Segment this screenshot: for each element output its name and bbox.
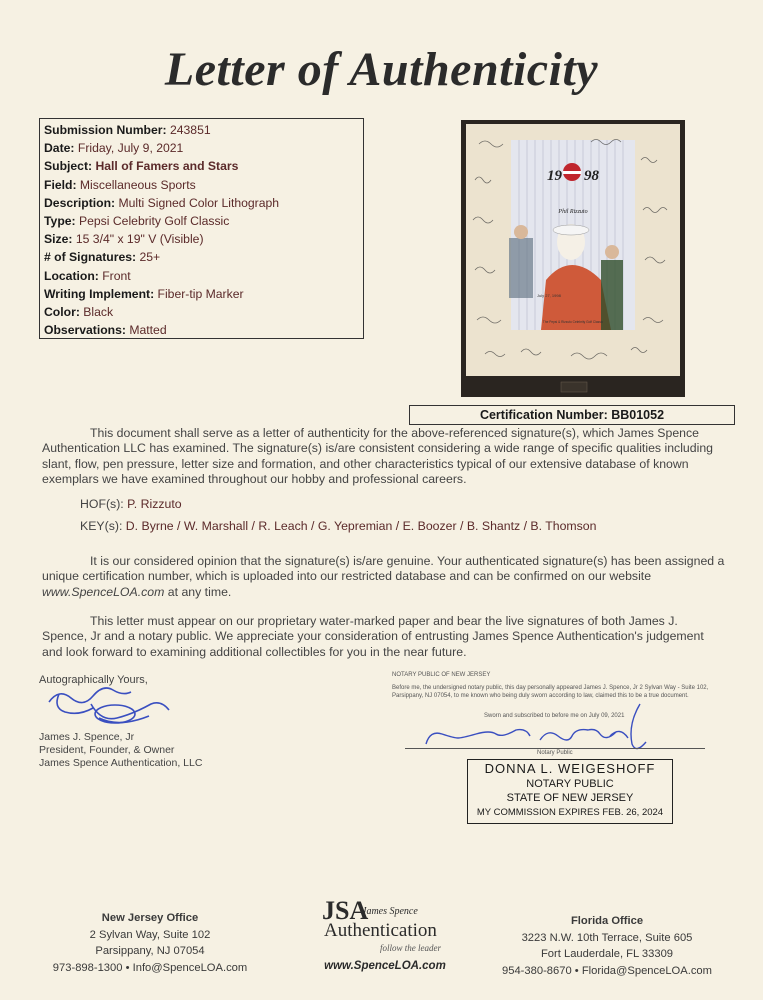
detail-value: Hall of Famers and Stars: [95, 159, 239, 174]
notary-sig-label: Notary Public: [537, 750, 573, 756]
signer-role: President, Founder, & Owner: [39, 744, 175, 756]
fl-office-contact: 954-380-8670 • Florida@SpenceLOA.com: [502, 964, 712, 977]
detail-row: [44, 121, 359, 139]
detail-row: [44, 230, 359, 248]
stamp-title: NOTARY PUBLIC: [526, 777, 614, 790]
certification-number-box: [409, 405, 735, 425]
hof-value: P. Rizzuto: [127, 497, 182, 511]
detail-label: Field:: [44, 177, 77, 192]
paragraph-text: It is our considered opinion that the signature(s) is/are genuine. Your authenticated signature(s) has been assigned a unique certification number, which is uploaded into our restricted database and can be confirmed on our website: [42, 554, 725, 584]
stamp-state: STATE OF NEW JERSEY: [506, 792, 634, 804]
detail-label: Observations:: [44, 323, 126, 338]
notary-header: NOTARY PUBLIC OF NEW JERSEY: [392, 672, 491, 678]
details-box: [39, 118, 364, 339]
notary-stamp: [467, 759, 673, 824]
watermark-paragraph: [42, 614, 726, 660]
fl-office-address-2: Fort Lauderdale, FL 33309: [540, 948, 674, 960]
detail-label: # of Signatures:: [44, 250, 137, 265]
detail-label: Location:: [44, 268, 99, 283]
closing-text: Autographically Yours,: [39, 674, 148, 686]
signer-name: James J. Spence, Jr: [39, 731, 135, 743]
logo-authentication: Authentication: [324, 920, 437, 941]
stamp-expiry: MY COMMISSION EXPIRES FEB. 26, 2024: [476, 806, 664, 818]
detail-value: Front: [102, 268, 131, 283]
key-label: KEY(s):: [80, 519, 123, 533]
detail-label: Submission Number:: [44, 123, 167, 137]
detail-value: 25+: [139, 250, 161, 265]
certification-label: Certification Number:: [479, 408, 608, 422]
detail-value: Matted: [129, 323, 167, 338]
stamp-name: DONNA L. WEIGESHOFF: [484, 761, 656, 776]
logo-jsa: JSA: [322, 896, 369, 925]
detail-value: 243851: [169, 123, 211, 137]
detail-row: [44, 285, 359, 303]
certification-value: BB01052: [611, 408, 665, 422]
fl-office: [487, 913, 727, 979]
nj-office-address-1: 2 Sylvan Way, Suite 102: [89, 928, 211, 941]
key-line: [80, 519, 596, 533]
nj-office-email[interactable]: Info@SpenceLOA.com: [132, 961, 248, 974]
authenticity-paragraph: [42, 426, 726, 488]
nj-office-phone: 973-898-1300: [52, 961, 123, 974]
detail-row: [44, 157, 359, 175]
detail-value: 15 3/4" x 19" V (Visible): [75, 232, 204, 247]
detail-row: [44, 194, 359, 212]
photo-name: Phil Rizzuto: [558, 209, 588, 215]
detail-row: [44, 303, 359, 321]
notary-body: Before me, the undersigned notary public, this day personally appeared James J. Spence, Jr 2 Sylvan Way - Suite 102, Parsippany, NJ 07054, to me known who being duly sworn according to law, claimed this to be a true document.: [392, 685, 709, 699]
jsa-logo: [310, 896, 460, 972]
website-link[interactable]: www.SpenceLOA.com: [42, 584, 165, 599]
hof-label: HOF(s):: [80, 497, 124, 511]
lithograph-illustration: [461, 120, 685, 397]
detail-label: Size:: [44, 232, 73, 247]
key-value: D. Byrne / W. Marshall / R. Leach / G. Yepremian / E. Boozer / B. Shantz / B. Thomson: [125, 519, 597, 533]
spence-signature: [45, 684, 175, 730]
notary-sworn: Sworn and subscribed to before me on July 09, 2021: [484, 713, 625, 719]
detail-label: Writing Implement:: [44, 286, 155, 301]
detail-value: Pepsi Celebrity Golf Classic: [79, 214, 230, 229]
item-photo: [461, 120, 685, 397]
paragraph-text: This document shall serve as a letter of authenticity for the above-referenced signature(s), which James Spence Authentication LLC has examined. The signature(s) is/are consistent considering a wide range of specific qualities including slant, flow, pen pressure, letter size and formation, and other characteristics typical of our extensive database of known exemplars we have examined throughout our hobby and professional careers.: [42, 426, 714, 487]
detail-row: [44, 267, 359, 285]
detail-row: [44, 139, 359, 157]
signer-company: James Spence Authentication, LLC: [39, 757, 203, 769]
notary-sig-line: [405, 748, 705, 749]
detail-value: Friday, July 9, 2021: [77, 141, 184, 156]
detail-label: Color:: [44, 305, 80, 320]
nj-office: [30, 910, 270, 976]
nj-office-address-2: Parsippany, NJ 07054: [95, 945, 205, 957]
detail-value: Fiber-tip Marker: [157, 286, 244, 301]
detail-row: [44, 176, 359, 194]
detail-label: Subject:: [44, 159, 93, 174]
paragraph-text-end: at any time.: [167, 584, 232, 599]
nj-office-title: New Jersey Office: [101, 912, 199, 924]
photo-caption: The Pepsi & Rizzuto Celebrity Golf Classic: [542, 320, 604, 324]
detail-value: Multi Signed Color Lithograph: [118, 195, 280, 210]
nj-office-contact: 973-898-1300 • Info@SpenceLOA.com: [52, 961, 248, 974]
fl-office-title: Florida Office: [570, 915, 644, 927]
year-left: 19: [547, 168, 562, 184]
paragraph-text: This letter must appear on our proprietary water-marked paper and bear the live signatures of both James J. Spence, Jr and a notary public. We appreciate your consideration of entrusting James Spence Authentication's judgement and look forward to examining additional collectibles for you in the near future.: [42, 614, 704, 659]
detail-label: Type:: [44, 214, 76, 229]
hof-line: [80, 497, 182, 511]
logo-tagline: follow the leader: [380, 943, 441, 953]
detail-row: [44, 248, 359, 266]
opinion-paragraph: [42, 554, 726, 600]
page-title: Letter of Authenticity: [164, 43, 599, 96]
fl-office-address-1: 3223 N.W. 10th Terrace, Suite 605: [521, 931, 693, 944]
logo-name: James Spence: [362, 906, 418, 917]
logo-url[interactable]: www.SpenceLOA.com: [324, 960, 446, 972]
photo-date: July 27, 1998: [537, 293, 561, 298]
fl-office-email[interactable]: Florida@SpenceLOA.com: [581, 964, 712, 977]
detail-row: [44, 321, 359, 339]
detail-label: Date:: [44, 141, 75, 156]
detail-label: Description:: [44, 195, 116, 210]
detail-value: Miscellaneous Sports: [79, 177, 196, 192]
fl-office-phone: 954-380-8670: [502, 964, 572, 977]
year-right: 98: [584, 168, 599, 184]
detail-value: Black: [83, 305, 114, 320]
detail-row: [44, 212, 359, 230]
